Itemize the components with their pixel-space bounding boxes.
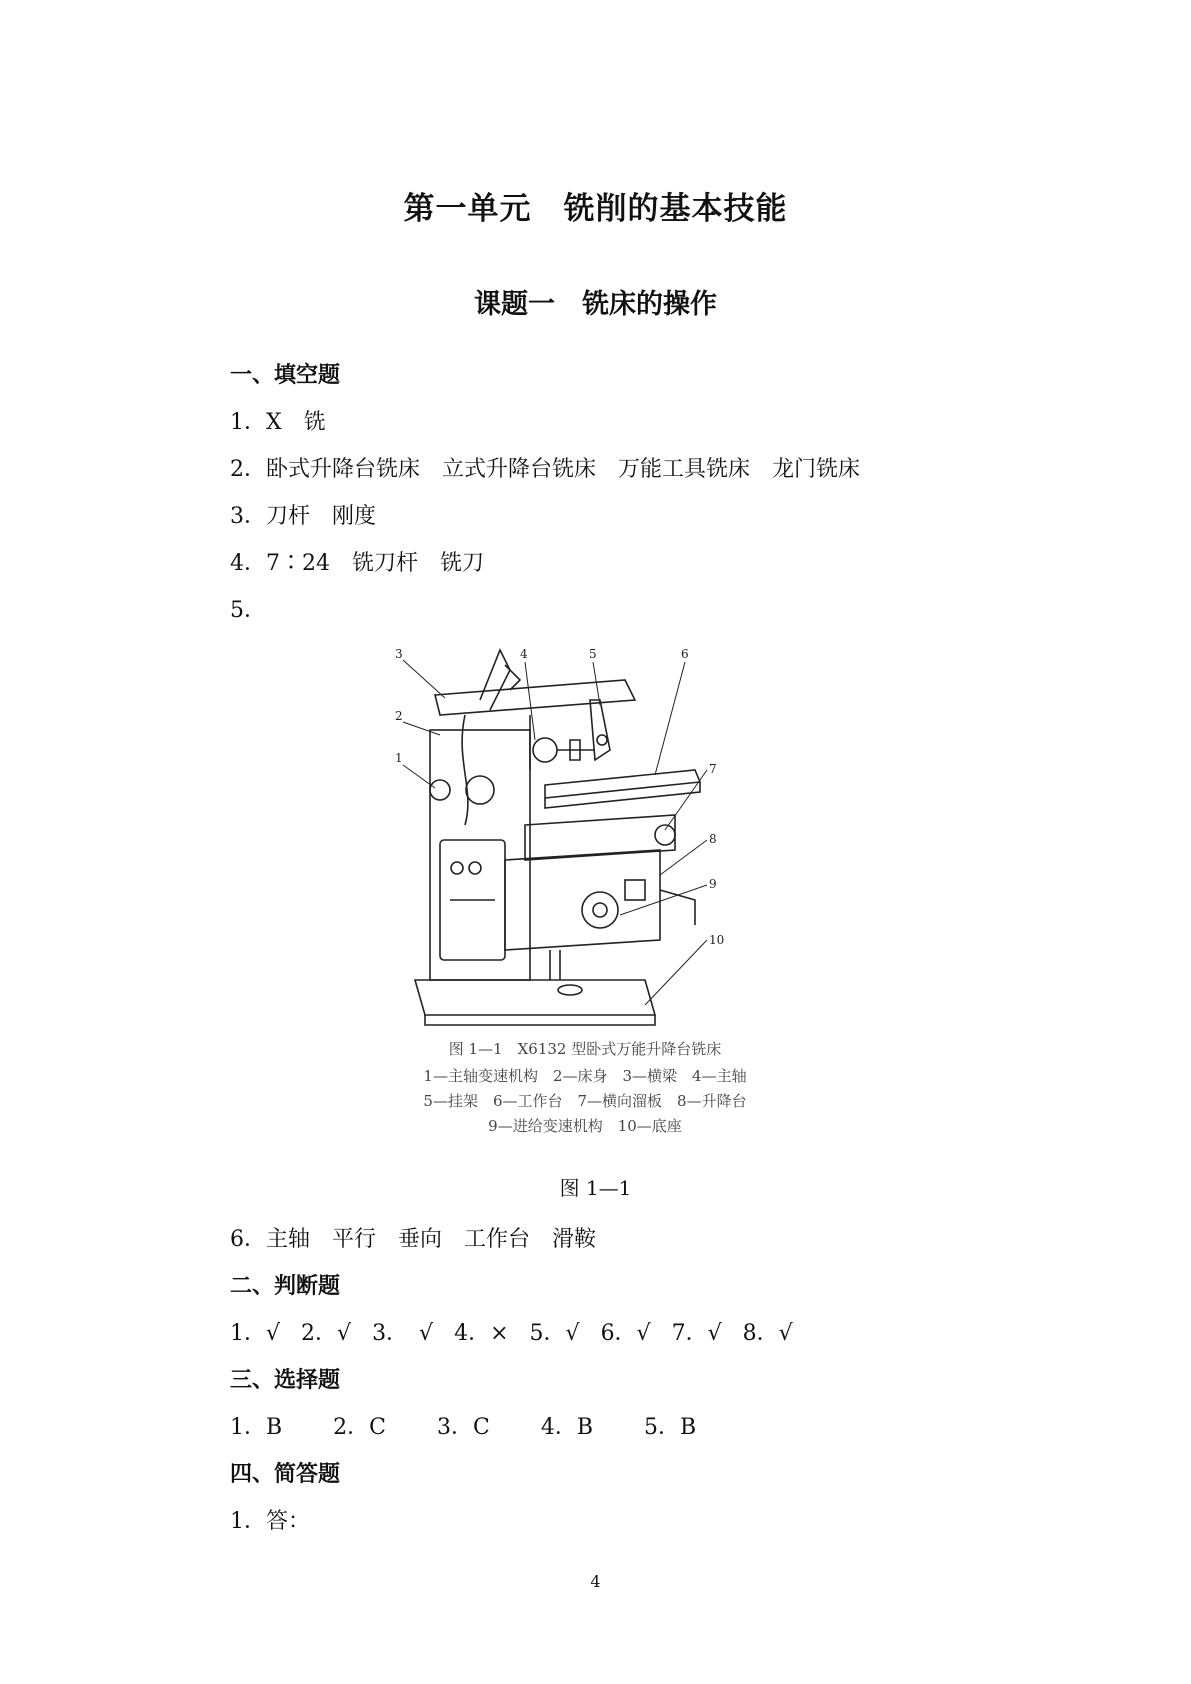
choice-answer: 3．C <box>437 1415 490 1440</box>
choice-answer: 5．B <box>644 1415 697 1440</box>
callout-7: 7 <box>709 762 717 776</box>
callout-8: 8 <box>709 832 717 846</box>
choice-answers <box>230 1410 696 1441</box>
tf-answer: 2．√ <box>301 1321 352 1346</box>
section-heading-fill-blank: 一、填空题 <box>230 363 341 388</box>
fill-blank-item-6: 6．主轴 平行 垂向 工作台 滑鞍 <box>230 1227 596 1252</box>
section-heading-choice: 三、选择题 <box>230 1368 341 1393</box>
fill-blank-item-4: 4．7∶24 铣刀杆 铣刀 <box>230 551 484 576</box>
fill-blank-item-1: 1．X 铣 <box>230 410 326 435</box>
milling-machine-drawing <box>395 640 775 1040</box>
tf-answer: 6．√ <box>600 1321 651 1346</box>
fill-blank-item-5: 5． <box>230 598 266 623</box>
fill-blank-item-2: 2．卧式升降台铣床 立式升降台铣床 万能工具铣床 龙门铣床 <box>230 457 860 482</box>
tf-answer: 5．√ <box>529 1321 580 1346</box>
callout-9: 9 <box>709 877 717 891</box>
callout-6: 6 <box>681 647 689 661</box>
choice-answer: 1．B <box>230 1415 283 1440</box>
section-heading-true-false: 二、判断题 <box>230 1274 341 1299</box>
callout-1: 1 <box>395 751 403 765</box>
tf-answer: 8．√ <box>742 1321 793 1346</box>
tf-answer: 4．× <box>454 1321 509 1346</box>
lesson-title: 课题一 铣床的操作 <box>474 289 717 320</box>
true-false-answers <box>230 1316 793 1347</box>
callout-10: 10 <box>709 933 725 947</box>
callout-2: 2 <box>395 709 403 723</box>
short-answer-item-1: 1．答： <box>230 1509 310 1534</box>
figure-label: 图 1—1 <box>559 1176 632 1200</box>
page-number: 4 <box>590 1572 601 1591</box>
tf-answer: 1．√ <box>230 1321 281 1346</box>
callout-3: 3 <box>395 647 403 661</box>
tf-answer: 3． √ <box>372 1321 434 1346</box>
choice-answer: 4．B <box>540 1415 594 1440</box>
tf-answer: 7．√ <box>671 1321 722 1346</box>
figure-caption-line-3: 9—进给变速机构 10—底座 <box>488 1117 682 1135</box>
fill-blank-item-3: 3．刀杆 刚度 <box>230 504 376 529</box>
callout-4: 4 <box>520 647 528 661</box>
choice-answer: 2．C <box>333 1415 387 1440</box>
callout-5: 5 <box>589 647 597 661</box>
figure-caption-line-1: 1—主轴变速机构 2—床身 3—横梁 4—主轴 <box>423 1067 747 1085</box>
section-heading-short-answer: 四、简答题 <box>230 1462 341 1487</box>
unit-title: 第一单元 铣削的基本技能 <box>403 191 788 227</box>
figure-caption-line-2: 5—挂架 6—工作台 7—横向溜板 8—升降台 <box>423 1092 747 1110</box>
figure-caption-title: 图 1—1 X6132 型卧式万能升降台铣床 <box>448 1040 722 1058</box>
